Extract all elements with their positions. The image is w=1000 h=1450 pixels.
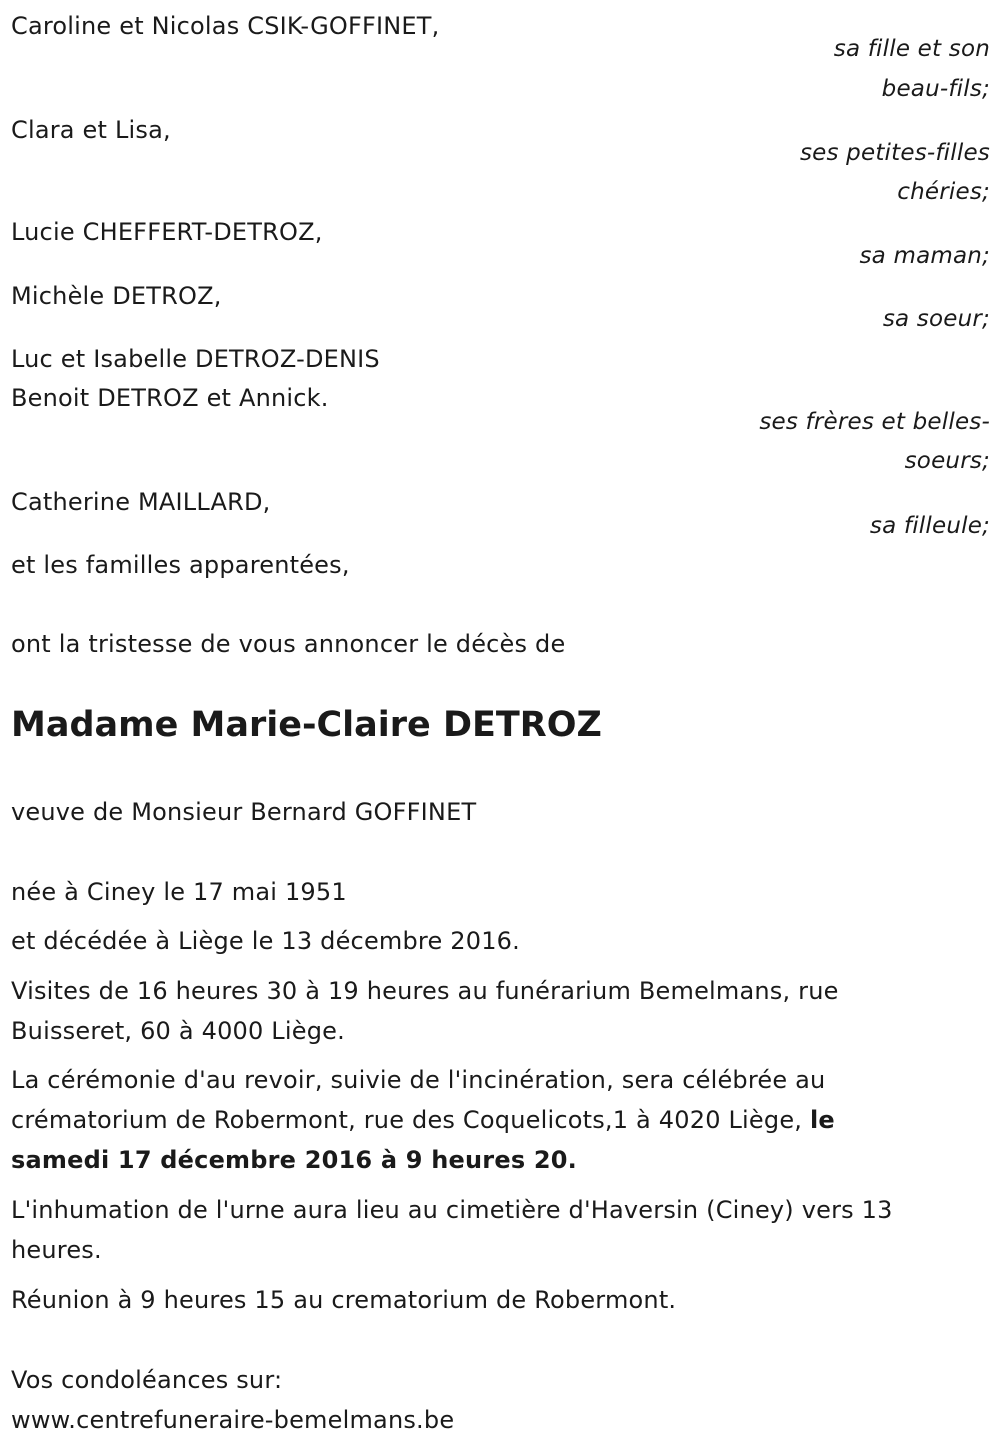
family-name-benoit-annick: Benoit DETROZ et Annick.	[11, 384, 329, 412]
relation-daughter-line2: beau-fils;	[881, 76, 990, 102]
ceremony-line1: La cérémonie d'au revoir, suivie de l'incinération, sera célébrée au	[11, 1066, 826, 1094]
relation-siblings-line1: ses frères et belles-	[759, 409, 990, 435]
widow-line: veuve de Monsieur Bernard GOFFINET	[11, 798, 477, 826]
families-line: et les familles apparentées,	[11, 551, 350, 579]
visits-line1: Visites de 16 heures 30 à 19 heures au funérarium Bemelmans, rue	[11, 977, 839, 1005]
ceremony-date: samedi 17 décembre 2016 à 9 heures 20.	[11, 1146, 577, 1174]
birth-line: née à Ciney le 17 mai 1951	[11, 878, 347, 906]
announcement-line: ont la tristesse de vous annoncer le décès de	[11, 630, 566, 658]
relation-granddaughters-line2: chéries;	[897, 179, 990, 205]
relation-siblings-line2: soeurs;	[904, 448, 990, 474]
meeting-line: Réunion à 9 heures 15 au crematorium de Robermont.	[11, 1286, 677, 1314]
relation-daughter-line1: sa fille et son	[833, 36, 990, 62]
relation-granddaughters-line1: ses petites-filles	[799, 140, 990, 166]
burial-line1: L'inhumation de l'urne aura lieu au cimetière d'Haversin (Ciney) vers 13	[11, 1196, 893, 1224]
family-name-lucie: Lucie CHEFFERT-DETROZ,	[11, 218, 323, 246]
condolences-label: Vos condoléances sur:	[11, 1366, 283, 1394]
family-name-clara-lisa: Clara et Lisa,	[11, 116, 171, 144]
family-name-catherine: Catherine MAILLARD,	[11, 488, 271, 516]
family-name-caroline-nicolas: Caroline et Nicolas CSIK-GOFFINET,	[11, 12, 440, 40]
relation-mother: sa maman;	[859, 243, 990, 269]
visits-line2: Buisseret, 60 à 4000 Liège.	[11, 1017, 345, 1045]
ceremony-line2-text: crématorium de Robermont, rue des Coquelicots,1 à 4020 Liège,	[11, 1106, 810, 1134]
relation-goddaughter: sa filleule;	[869, 513, 990, 539]
ceremony-line2-bold: le	[809, 1106, 835, 1134]
relation-sister: sa soeur;	[882, 306, 990, 332]
burial-line2: heures.	[11, 1236, 102, 1264]
family-name-luc-isabelle: Luc et Isabelle DETROZ-DENIS	[11, 345, 380, 373]
family-name-michele: Michèle DETROZ,	[11, 282, 222, 310]
death-line: et décédée à Liège le 13 décembre 2016.	[11, 927, 520, 955]
website-link[interactable]: www.centrefuneraire-bemelmans.be	[11, 1406, 455, 1434]
deceased-name: Madame Marie-Claire DETROZ	[11, 705, 602, 745]
ceremony-line2	[11, 1100, 835, 1140]
